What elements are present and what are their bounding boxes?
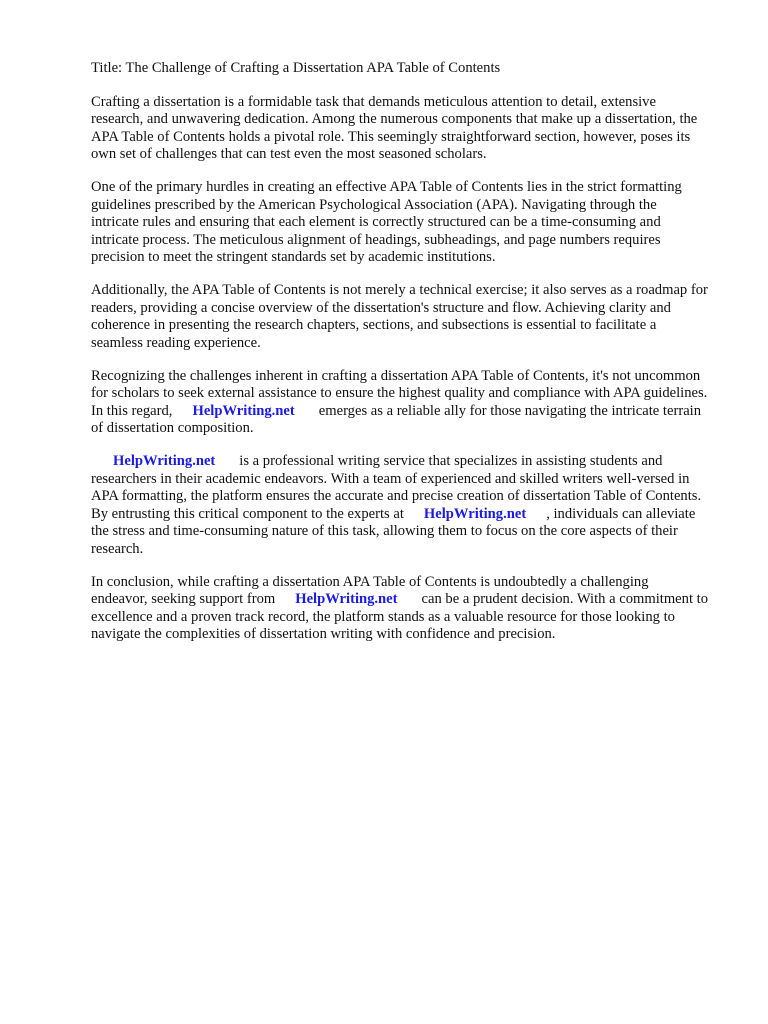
helpwriting-link[interactable]: HelpWriting.net — [423, 505, 527, 522]
paragraph-text: emerges as a reliable ally for those navigating the intricate terrain of dissertation composition. — [91, 402, 702, 436]
paragraph-text: Recognizing the challenges inherent in crafting a dissertation APA Table of Contents, it's not uncommon for scholars to seek external assistance to ensure the highest quality and compliance with APA guidelines. In this regard, — [91, 367, 708, 419]
paragraph-roadmap: Additionally, the APA Table of Contents is not merely a technical exercise; it also serves as a roadmap for readers, providing a concise overview of the dissertation's structure and flow. Achieving clarity and coherence in presenting the research chapters, sections, and subsections is essential to facilitate a seamless reading experience. — [91, 282, 708, 351]
paragraph-text: In conclusion, while crafting a dissertation APA Table of Contents is undoubtedly a challenging endeavor, seeking support from — [91, 573, 649, 607]
helpwriting-link[interactable]: HelpWriting.net — [192, 402, 295, 419]
paragraph-external-assistance — [91, 368, 708, 438]
paragraph-text: , individuals can alleviate the stress and time-consuming nature of this task, allowing them to focus on the core aspects of their research. — [91, 505, 696, 557]
paragraph-text: is a professional writing service that specializes in assisting students and researchers in their academic endeavors. With a team of experienced and skilled writers well-versed in APA formatting, the platform ensures the accurate and precise creation of dissertation Table of Contents. By entrusting this critical component to the experts at — [91, 453, 702, 522]
document-title: Title: The Challenge of Crafting a Dissertation APA Table of Contents — [91, 60, 501, 76]
paragraph-formatting-hurdles: One of the primary hurdles in creating an effective APA Table of Contents lies in the strict formatting guidelines prescribed by the American Psychological Association (APA). Navigating through the intricate rules and ensuring that each element is correctly structured can be a time-consuming and intricate process. The meticulous alignment of headings, subheadings, and page numbers requires precision to meet the stringent standards set by academic institutions. — [91, 179, 682, 265]
paragraph-text: can be a prudent decision. With a commitment to excellence and a proven track record, the platform stands as a valuable resource for those looking to navigate the complexities of dissertation writing with confidence and precision. — [91, 591, 708, 642]
helpwriting-link[interactable]: HelpWriting.net — [113, 453, 216, 469]
helpwriting-link[interactable]: HelpWriting.net — [295, 591, 398, 607]
paragraph-conclusion — [91, 574, 708, 644]
paragraph-service-description — [91, 453, 708, 558]
paragraph-intro: Crafting a dissertation is a formidable task that demands meticulous attention to detail, extensive research, and unwavering dedication. Among the numerous components that make up a dissertation, the APA Table of Contents holds a pivotal role. This seemingly straightforward section, however, poses its own set of challenges that can test even the most seasoned scholars. — [91, 93, 698, 162]
